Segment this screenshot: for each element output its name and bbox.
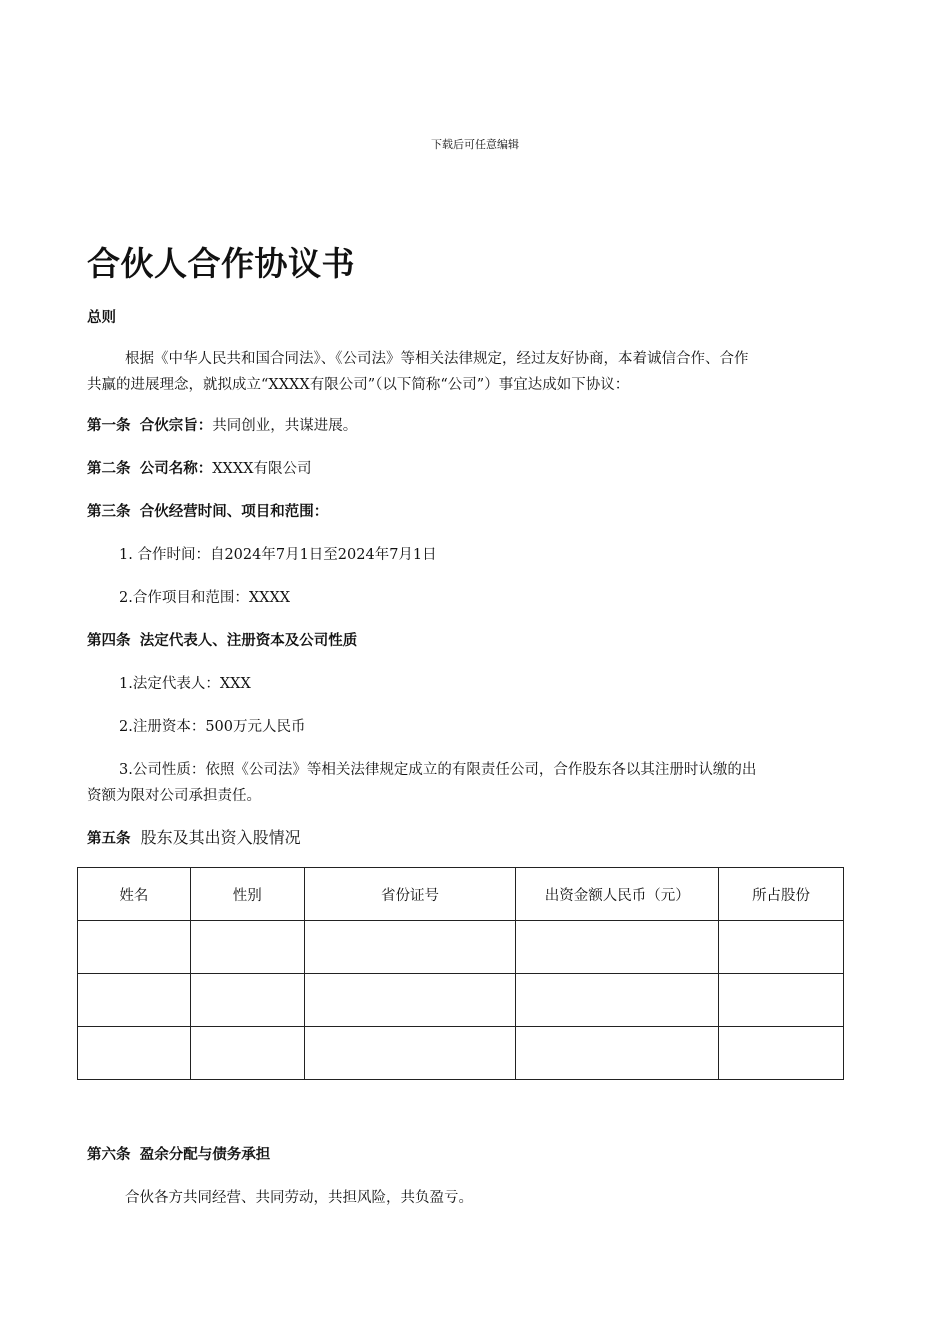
article-3-label: 第三条 xyxy=(87,504,131,520)
article-3-key: 合伙经营时间、项目和范围： xyxy=(139,504,329,520)
article-4-label: 第四条 xyxy=(87,633,131,649)
table-cell xyxy=(78,974,191,1027)
table-cell xyxy=(304,921,516,974)
article-1-value: 共同创业，共谋进展。 xyxy=(212,418,358,434)
article-2 xyxy=(87,456,312,482)
article-1-key: 合伙宗旨： xyxy=(139,418,213,434)
shareholder-table xyxy=(77,867,844,1080)
article-4-item-3-line2: 资额为限对公司承担责任。 xyxy=(87,788,261,804)
table-cell xyxy=(78,1027,191,1080)
column-header: 性别 xyxy=(190,868,304,921)
table-cell xyxy=(190,1027,304,1080)
article-5-heading xyxy=(87,825,301,852)
article-4-item-2: 2.注册资本：500万元人民币 xyxy=(119,719,306,735)
article-1 xyxy=(87,413,357,439)
general-para-line2: 共赢的进展理念，就拟成立“XXXX有限公司”（以下简称“公司”）事宜达成如下协议： xyxy=(87,377,630,393)
article-4-key: 法定代表人、注册资本及公司性质 xyxy=(139,633,358,649)
article-4-heading xyxy=(87,628,357,654)
article-6-para: 合伙各方共同经营、共同劳动，共担风险，共负盈亏。 xyxy=(125,1190,473,1206)
column-header: 所占股份 xyxy=(719,868,844,921)
table-cell xyxy=(190,921,304,974)
table-cell xyxy=(304,1027,516,1080)
table-row xyxy=(78,974,844,1027)
article-6-label: 第六条 xyxy=(87,1147,131,1163)
article-2-label: 第二条 xyxy=(87,461,131,477)
table-cell xyxy=(516,921,719,974)
article-2-key: 公司名称： xyxy=(139,461,213,477)
article-5-key: 股东及其出资入股情况 xyxy=(140,828,301,847)
table-cell xyxy=(190,974,304,1027)
header-note: 下载后可任意编辑 xyxy=(431,138,519,151)
article-6-heading xyxy=(87,1142,270,1168)
article-6-key: 盈余分配与债务承担 xyxy=(139,1147,271,1163)
table-row xyxy=(78,921,844,974)
table-cell xyxy=(516,1027,719,1080)
article-4-item-1: 1.法定代表人：XXX xyxy=(119,676,251,692)
article-3-item-2: 2.合作项目和范围：XXXX xyxy=(119,590,291,606)
table-cell xyxy=(719,921,844,974)
general-para-line1: 根据《中华人民共和国合同法》、《公司法》等相关法律规定，经过友好协商，本着诚信合作、合作 xyxy=(125,351,749,367)
table-cell xyxy=(719,1027,844,1080)
article-5-label: 第五条 xyxy=(87,831,131,847)
article-1-label: 第一条 xyxy=(87,418,131,434)
document-title: 合伙人合作协议书 xyxy=(87,244,355,283)
table-cell xyxy=(78,921,191,974)
table-cell xyxy=(516,974,719,1027)
article-2-value: XXXX有限公司 xyxy=(212,461,312,477)
table-cell xyxy=(304,974,516,1027)
article-3-heading xyxy=(87,499,328,525)
column-header: 姓名 xyxy=(78,868,191,921)
article-4-item-3-line1: 3.公司性质：依照《公司法》等相关法律规定成立的有限责任公司，合作股东各以其注册时认缴的出 xyxy=(119,762,757,778)
table-cell xyxy=(719,974,844,1027)
column-header: 出资金额人民币（元） xyxy=(516,868,719,921)
article-3-item-1: 1. 合作时间：自2024年7月1日至2024年7月1日 xyxy=(119,547,437,563)
column-header: 省份证号 xyxy=(304,868,516,921)
table-row xyxy=(78,1027,844,1080)
table-header-row xyxy=(78,868,844,921)
general-heading: 总则 xyxy=(87,310,116,326)
